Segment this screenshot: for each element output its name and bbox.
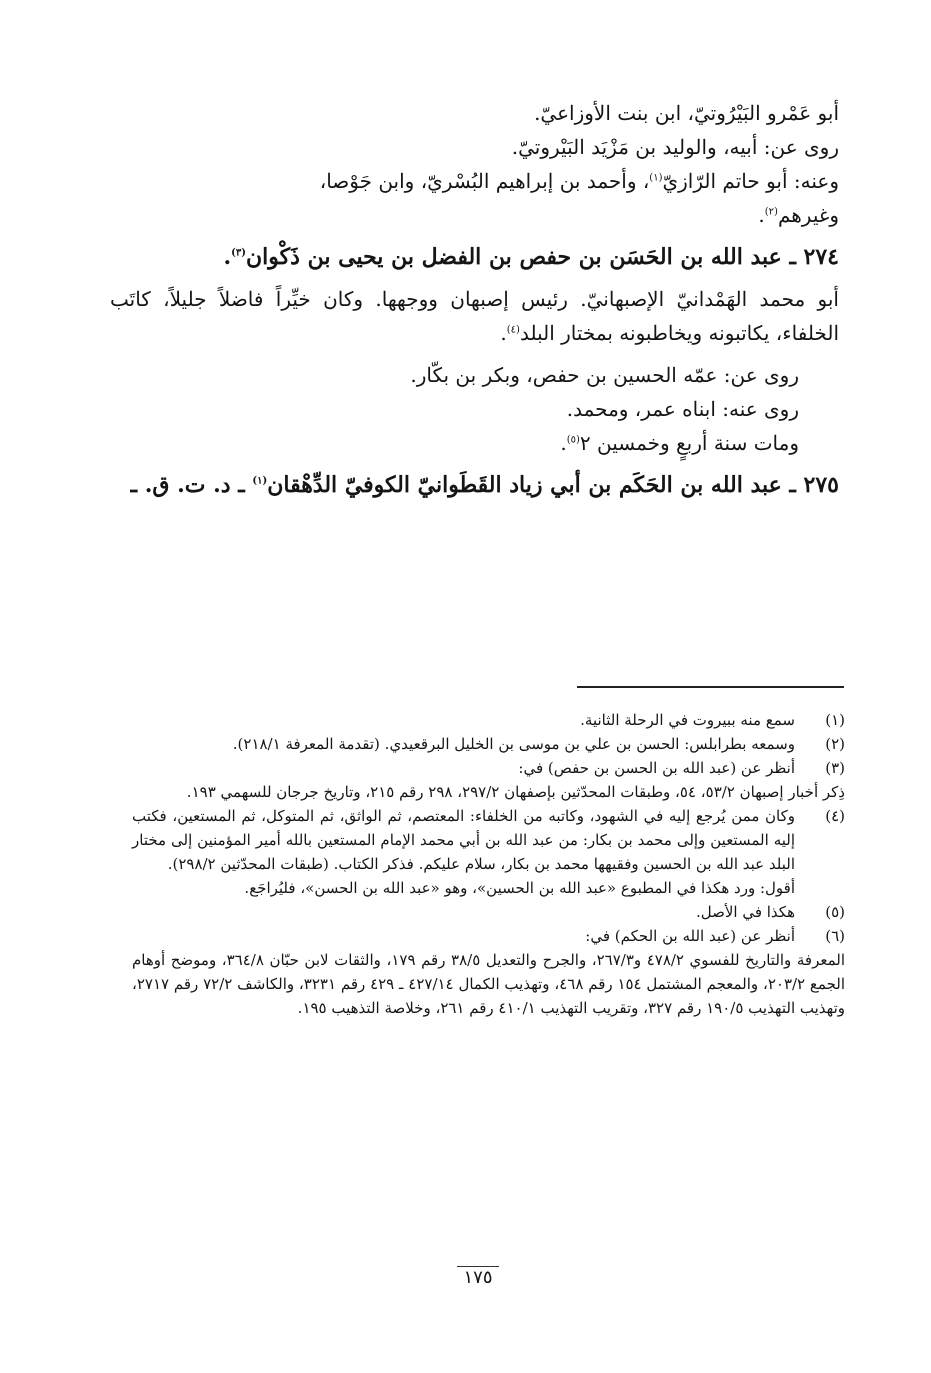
entry-274-title: ٢٧٤ ـ عبد الله بن الحَسَن بن حفص بن الفضل بن يحيى بن ذَكْوان	[246, 244, 839, 270]
entry-274-narrated-from: روى عن: عمّه الحسين بن حفص، وبكر بن بكّار.	[410, 363, 799, 387]
others-text: وغيرهم	[777, 203, 839, 227]
narrators-text-a: وعنه: أبو حاتم الرّازيّ	[662, 169, 839, 193]
footnotes	[132, 708, 845, 1020]
entry-274-heading	[110, 238, 839, 276]
footnote-text: وكان ممن يُرجع إليه في الشهود، وكاتبه من الخلفاء: المعتصم، ثم الواثق، ثم المتوكل، ثم المستعين، فكتب إليه المستعين وإلى محمد بن بكار: من عبد الله بن أبي محمد الإمام المستعين بالله أمير المؤمنين إلى مختار البلد عبد الله بن الحسين وفقيهها محمد بن بكار، سلام عليكم. فذكر الكتاب. (طبقات المحدّثين ٢٩٨/٢).	[132, 807, 795, 873]
footnote-separator	[577, 686, 844, 688]
entry-274-bio-text: أبو محمد الهَمْدانيّ الإصبهانيّ. رئيس إصبهان ووجهها. وكان خيِّراً فاضلاً جليلاً، كاتَب الخلفاء، يكاتبونه ويخاطبونه بمختار البلد	[110, 287, 839, 345]
entry-274-death	[110, 426, 839, 460]
footnote-1	[132, 708, 845, 732]
footnote-3	[132, 756, 845, 780]
entry-274-bio-end: .	[500, 321, 507, 345]
biography-line-1: أبو عَمْرو البَيْرُوتيّ، ابن بنت الأوزاعيّ.	[534, 101, 839, 125]
entry-274-bio	[110, 282, 839, 350]
entry-275-symbols: ـ د. ت. ق. ـ	[130, 472, 253, 498]
footnote-ref-4[interactable]: (٤)	[506, 324, 520, 336]
footnote-text: ذِكر أخبار إصبهان ٥٣/٢، ٥٤، وطبقات المحدّثين بإصفهان ٢٩٧/٢، ٢٩٨ رقم ٢١٥، وتاريخ جرجان للسهمي ١٩٣.	[186, 783, 845, 801]
narrators-line	[110, 164, 839, 198]
others-line	[110, 198, 839, 232]
footnote-text: أنظر عن (عبد الله بن الحكم) في:	[585, 927, 795, 945]
footnote-text: هكذا في الأصل.	[695, 903, 795, 921]
footnote-number: (٢)	[825, 735, 845, 753]
others-end: .	[758, 203, 765, 227]
footnote-number: (٤)	[825, 807, 845, 825]
spacer	[110, 350, 839, 358]
footnote-number: (٥)	[825, 903, 845, 921]
narrators-text-b: ، وأحمد بن إبراهيم البُسْريّ، وابن جَوْصا،	[319, 169, 650, 193]
footnote-number: (٣)	[825, 759, 845, 777]
footnote-3-sources	[132, 780, 845, 804]
entry-274-end: .	[223, 244, 232, 270]
main-text	[110, 96, 839, 510]
footnote-number: (٦)	[825, 927, 845, 945]
footnote-text: المعرفة والتاريخ للفسوي ٤٧٨/٢ و٢٦٧/٣، والجرح والتعديل ٣٨/٥ رقم ١٧٩، والثقات لابن حبّان ٣٦٤/٨، وموضح أوهام الجمع ٢٠٣/٢، والمعجم المشتمل ١٥٤ رقم ٤٦٨، وتهذيب الكمال ٤٢٧/١٤ ـ ٤٢٩ رقم ٣٢٣١، والكاشف ٧٢/٢ رقم ٢٧١٧، وتهذيب التهذيب ١٩٠/٥ رقم ٣٢٧، وتقريب التهذيب ٤١٠/١ رقم ٢٦١، وخلاصة التذهيب ١٩٥.	[132, 951, 846, 1017]
entry-274-narrated-by: روى عنه: ابناه عمر، ومحمد.	[566, 397, 799, 421]
footnote-text: أنظر عن (عبد الله بن الحسن بن حفص) في:	[518, 759, 795, 777]
entry-275-heading	[110, 466, 839, 504]
footnote-ref-2[interactable]: (٢)	[764, 206, 778, 218]
footnote-number: (١)	[825, 711, 845, 729]
page-number-text: ١٧٥	[457, 1266, 498, 1288]
death-text: ومات سنة أربعٍ وخمسين ٢	[579, 431, 799, 455]
footnote-4-comment	[132, 876, 845, 900]
narrated-from-line: روى عن: أبيه، والوليد بن مَزْيَد البَيْروتيّ.	[511, 135, 839, 159]
footnote-ref-3[interactable]: (٣)	[231, 247, 247, 259]
footnote-text: أقول: ورد هكذا في المطبوع «عبد الله بن الحسين»، وهو «عبد الله بن الحسن»، فليُراجَع.	[244, 879, 795, 897]
footnote-text: وسمعه بطرابلس: الحسن بن علي بن موسى بن الخليل البرقعيدي. (تقدمة المعرفة ٢١٨/١).	[232, 735, 795, 753]
entry-275-title: ٢٧٥ ـ عبد الله بن الحَكَم بن أبي زياد القَطَوانيّ الكوفيّ الدِّهْقان	[267, 472, 839, 498]
page-number	[0, 1266, 931, 1288]
footnote-ref-6[interactable]: (١)	[252, 475, 268, 487]
footnote-ref-5[interactable]: (٥)	[566, 434, 580, 446]
footnote-6	[132, 924, 845, 948]
footnote-ref-1[interactable]: (١)	[649, 172, 663, 184]
footnote-text: سمع منه ببيروت في الرحلة الثانية.	[580, 711, 795, 729]
footnote-4	[132, 804, 845, 876]
death-end: .	[560, 431, 567, 455]
footnote-number	[795, 876, 845, 900]
footnote-5	[132, 900, 845, 924]
footnote-6-sources	[132, 948, 845, 1020]
footnote-2	[132, 732, 845, 756]
